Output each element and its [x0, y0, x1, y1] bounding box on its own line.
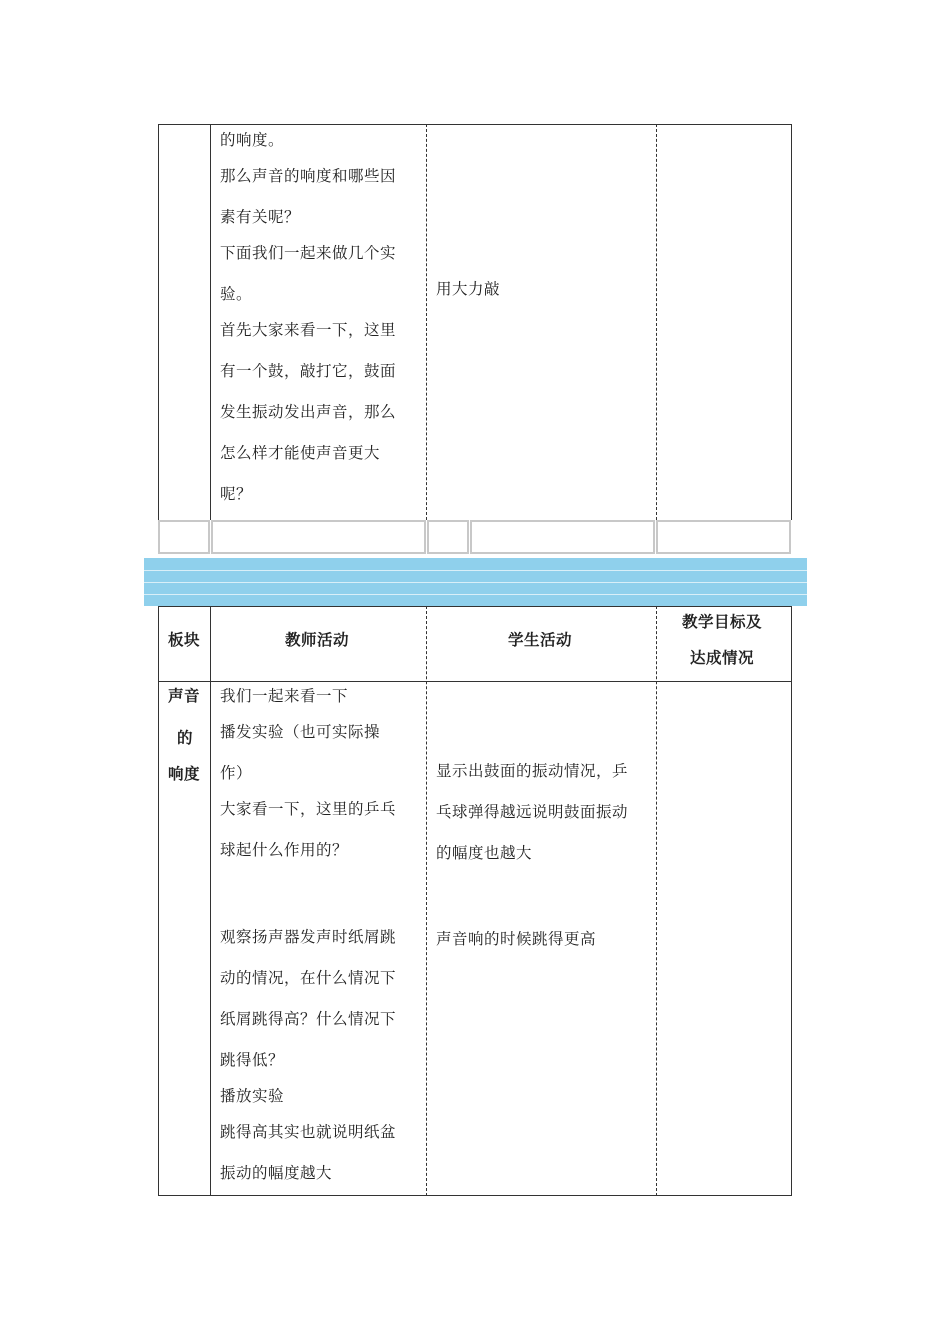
upper-teacher-line: 下面我们一起来做几个实 [220, 244, 397, 262]
teacher-line: 播放实验 [220, 1087, 285, 1105]
lower-table-right-border [791, 606, 792, 1196]
upper-table-left-border [158, 124, 159, 520]
lower-table-left-border [158, 606, 159, 1196]
header-teacher: 教师活动 [285, 631, 350, 649]
upper-teacher-line: 首先大家来看一下，这里 [220, 321, 397, 339]
lower-table-divider-2 [426, 606, 427, 1196]
upper-teacher-line: 呢？ [220, 485, 253, 503]
upper-teacher-line: 验。 [220, 285, 253, 303]
header-student: 学生活动 [508, 631, 573, 649]
upper-table-divider-2 [426, 124, 427, 520]
header-goal: 教学目标及 [682, 613, 763, 631]
teacher-line: 球起什么作用的？ [220, 841, 349, 859]
lower-table-top-border [158, 606, 792, 607]
empty-cell [158, 520, 210, 554]
teacher-line: 大家看一下，这里的乒乓 [220, 800, 397, 818]
section-label: 声音 [168, 687, 201, 705]
upper-teacher-line: 的响度。 [220, 131, 285, 149]
student-line: 的幅度也越大 [436, 844, 533, 862]
upper-teacher-line: 发生振动发出声音，那么 [220, 403, 397, 421]
teacher-line: 纸屑跳得高？什么情况下 [220, 1010, 397, 1028]
upper-teacher-line: 有一个鼓，敲打它，鼓面 [220, 362, 397, 380]
upper-table-right-border [791, 124, 792, 520]
header-section: 板块 [168, 631, 201, 649]
upper-teacher-line: 怎么样才能使声音更大 [220, 444, 381, 462]
section-label: 的 [177, 729, 194, 747]
teacher-line: 振动的幅度越大 [220, 1164, 333, 1182]
teacher-line: 动的情况，在什么情况下 [220, 969, 397, 987]
teacher-line: 我们一起来看一下 [220, 687, 349, 705]
header-goal: 达成情况 [690, 649, 755, 667]
empty-cell [470, 520, 655, 554]
teacher-line: 跳得低？ [220, 1051, 285, 1069]
upper-student-text: 用大力敲 [436, 280, 501, 298]
lower-table-divider-1 [210, 606, 211, 1196]
teacher-line: 跳得高其实也就说明纸盆 [220, 1123, 397, 1141]
empty-cell [427, 520, 469, 554]
student-line: 乓球弹得越远说明鼓面振动 [436, 803, 629, 821]
section-label: 响度 [168, 765, 201, 783]
upper-table-divider-1 [210, 124, 211, 520]
band-stripe [144, 594, 807, 595]
upper-teacher-line: 素有关呢？ [220, 208, 301, 226]
band-stripe [144, 582, 807, 583]
upper-teacher-line: 那么声音的响度和哪些因 [220, 167, 397, 185]
empty-cell [656, 520, 791, 554]
teacher-line: 作） [220, 764, 253, 782]
teacher-line: 播发实验（也可实际操 [220, 723, 381, 741]
empty-cell [211, 520, 426, 554]
lower-table-bottom-border [158, 1195, 792, 1196]
student-line: 声音响的时候跳得更高 [436, 930, 597, 948]
lower-table-header-border [158, 681, 792, 682]
band-stripe [144, 570, 807, 571]
student-line: 显示出鼓面的振动情况，乒 [436, 762, 629, 780]
lower-table-divider-3 [656, 606, 657, 1196]
teacher-line: 观察扬声器发声时纸屑跳 [220, 928, 397, 946]
upper-table-top-border [158, 124, 792, 125]
upper-table-divider-3 [656, 124, 657, 520]
